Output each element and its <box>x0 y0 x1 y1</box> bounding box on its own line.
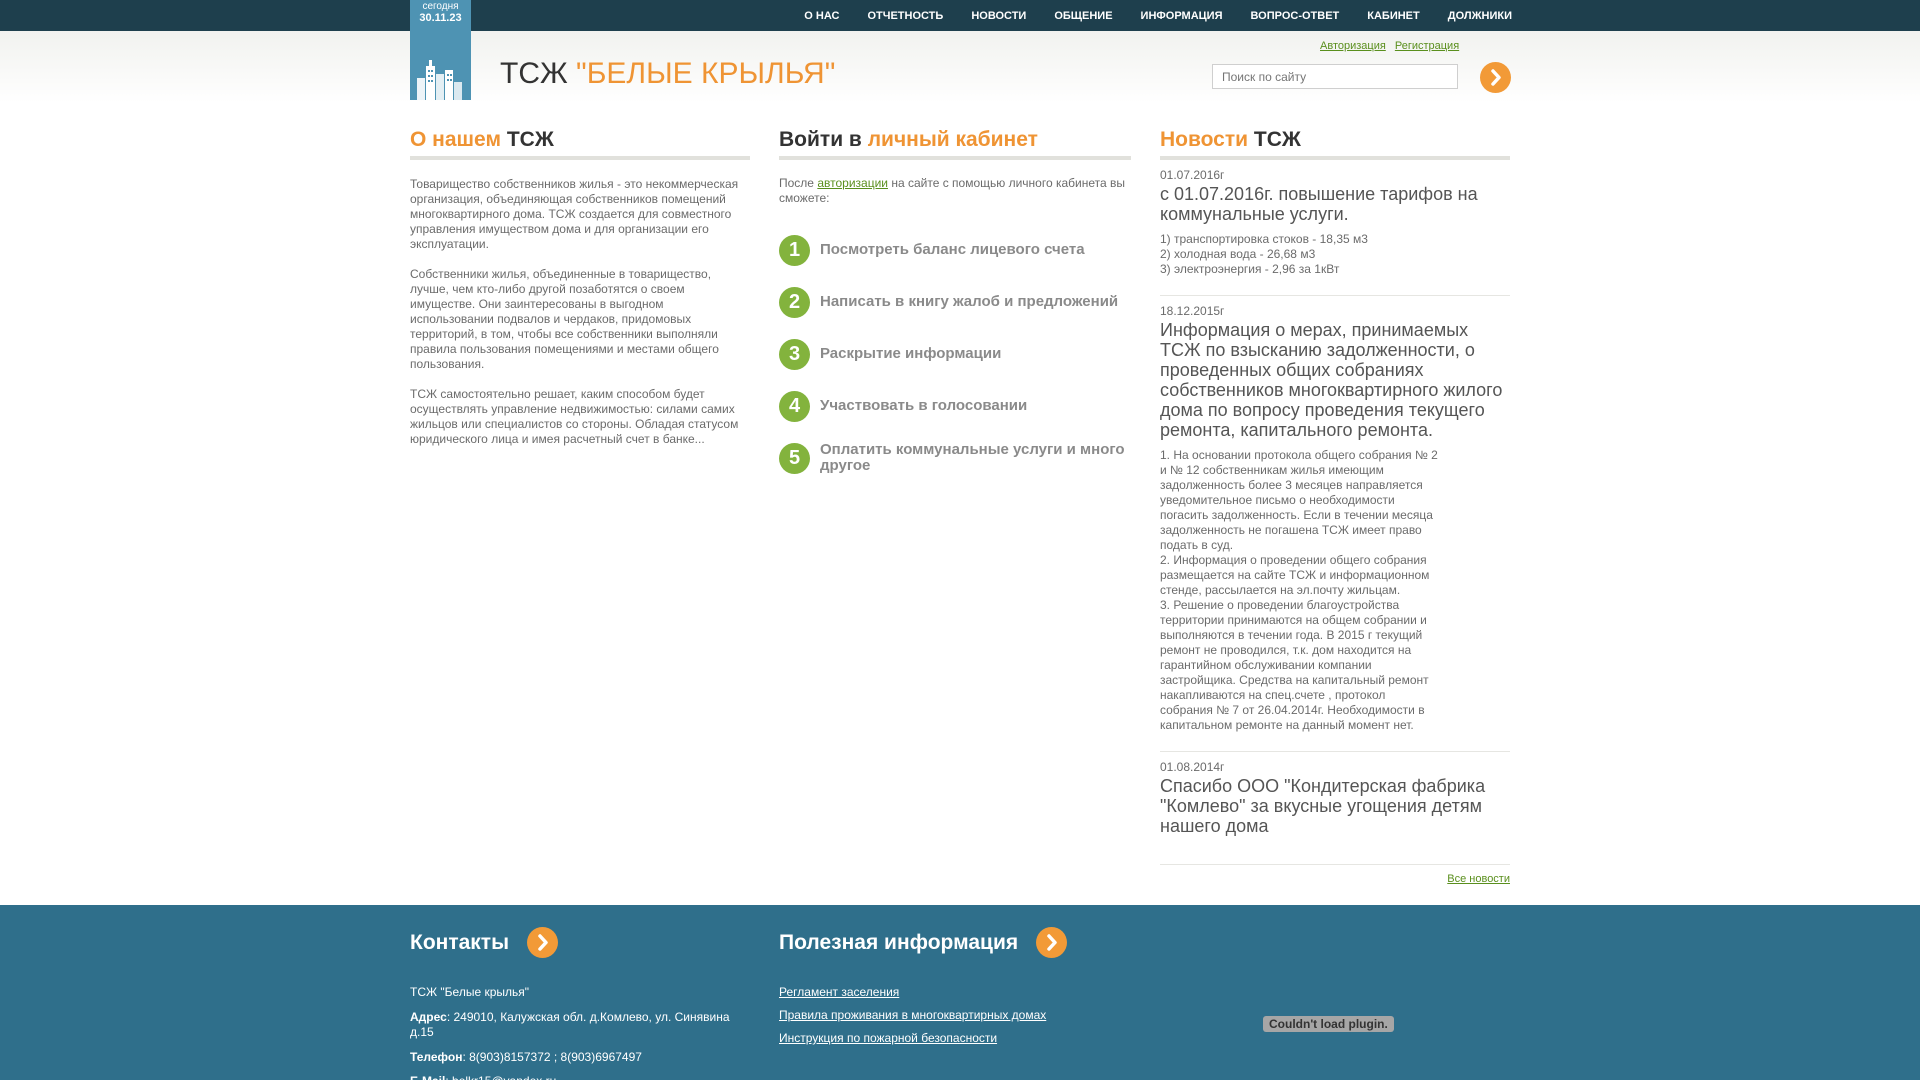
chevron-right-icon <box>527 927 558 958</box>
nav-item-news[interactable]: НОВОСТИ <box>971 9 1027 22</box>
nav-item-communication[interactable]: ОБЩЕНИЕ <box>1054 9 1113 22</box>
nav-item-cabinet[interactable]: КАБИНЕТ <box>1367 9 1420 22</box>
news-title-accent: Новости <box>1160 128 1249 151</box>
contacts-email: E-Mail: belkr15@yandex.ru <box>410 1074 557 1088</box>
buildings-icon <box>415 56 467 100</box>
main-menu <box>804 0 1512 31</box>
nav-item-reports[interactable]: ОТЧЕТНОСТЬ <box>867 9 944 22</box>
useful-link[interactable]: Правила проживания в многоквартирных домах <box>779 1008 1047 1022</box>
useful-link[interactable]: Регламент заселения <box>779 985 900 999</box>
news-headline[interactable]: Информация о мерах, принимаемых ТСЖ по взысканию задолженности, о проведенных общих собраниях собственников многоквартирного жилого дома по вопросу проведения текущего ремонта, капитального ремонта. <box>1160 320 1503 440</box>
about-title-rest: ТСЖ <box>506 128 554 151</box>
step-label: Участвовать в голосовании <box>820 397 1028 414</box>
about-text <box>410 177 750 447</box>
news-headline[interactable]: с 01.07.2016г. повышение тарифов на коммунальные услуги. <box>1160 184 1478 224</box>
contacts-org: ТСЖ "Белые крылья" <box>410 985 530 999</box>
all-news-link[interactable]: Все новости <box>1447 873 1510 885</box>
nav-item-faq[interactable]: ВОПРОС-ОТВЕТ <box>1250 9 1340 22</box>
useful-info-block <box>779 927 1139 1054</box>
news-item <box>1160 760 1510 865</box>
news-section <box>1160 128 1510 885</box>
chevron-right-icon <box>1480 62 1511 93</box>
news-date: 18.12.2015г <box>1160 304 1225 318</box>
news-title-rest: ТСЖ <box>1253 128 1301 151</box>
nav-item-debtors[interactable]: ДОЛЖНИКИ <box>1447 9 1512 22</box>
cabinet-steps <box>779 224 1131 484</box>
useful-link[interactable]: Инструкция по пожарной безопасности <box>779 1031 998 1045</box>
login-title <box>779 128 1131 160</box>
useful-info-title-text: Полезная информация <box>779 930 1019 954</box>
top-navigation-bar <box>0 0 1920 31</box>
contacts-block <box>410 927 740 1089</box>
phone-label: Телефон <box>410 1050 463 1064</box>
date-label: сегодня <box>422 1 459 12</box>
chevron-right-icon <box>1036 927 1067 958</box>
step-number: 5 <box>779 443 810 474</box>
useful-info-title <box>779 927 1139 958</box>
authorization-link[interactable]: авторизации <box>817 176 888 190</box>
address-label: Адрес <box>410 1010 447 1024</box>
register-link[interactable]: Регистрация <box>1394 40 1460 52</box>
useful-info-arrow-button[interactable] <box>1036 927 1067 958</box>
step-number: 1 <box>779 235 810 266</box>
auth-links <box>1320 40 1465 52</box>
step-disclosure[interactable] <box>779 328 1131 380</box>
step-voting[interactable] <box>779 380 1131 432</box>
step-label: Посмотреть баланс лицевого счета <box>820 241 1085 258</box>
plugin-error-message: Couldn't load plugin. <box>1263 1016 1394 1032</box>
contacts-address <box>410 1010 740 1040</box>
contacts-phone <box>410 1050 740 1065</box>
about-paragraph: Собственники жилья, объединенные в товарищество, лучше, чем кто-либо другой позаботятся о своем имуществе. Они заинтересованы в выгодном использовании подвалов и чердаков, придомовых территорий, в том, чтобы все собственники выполняли правила пользования помещениями и местами общего пользования. <box>410 267 719 371</box>
email-label: E-Mail <box>410 1074 446 1088</box>
step-payment[interactable] <box>779 432 1131 484</box>
news-date: 01.08.2014г <box>1160 760 1225 774</box>
address-value: : 249010, Калужская обл. д.Комлево, ул. Синявина д.15 <box>410 1010 730 1039</box>
site-header <box>0 31 1920 103</box>
news-body: 1. На основании протокола общего собрания № 2 и № 12 собственникам жилья имеющим задолженность более 3 месяцев направляется уведомительное письмо о необходимости погасить задолженность. Если в течении месяца задолженность не погашена ТСЖ имеет право подать в суд. 2. Информация о проведении общего собрания размещается на сайте ТСЖ и информационном стенде, рассылается на эл.почту жильцам. 3. Решение о проведении благоустройства территории принимаются на общем собрании и выполняются в течении года. В 2015 г текущий ремонт не проводился, т.к. дом находится на гарантийном обслуживании компании застройщика. Средства на капитальный ремонт накапливаются на спец.счете , протокол собрания № 7 от 26.04.2014г. Необходимости в капитальном ремонте на данный момент нет. <box>1160 448 1438 732</box>
about-section <box>410 128 750 447</box>
site-title-name: "БЕЛЫЕ КРЫЛЬЯ" <box>576 57 836 90</box>
search-button[interactable] <box>1480 62 1511 93</box>
login-section <box>779 128 1131 484</box>
search-input[interactable] <box>1212 64 1458 89</box>
login-intro-before: После <box>779 176 814 190</box>
login-link[interactable]: Авторизация <box>1320 40 1386 52</box>
news-item <box>1160 304 1510 752</box>
step-number: 4 <box>779 391 810 422</box>
news-body: 1) транспортировка стоков - 18,35 м3 2) холодная вода - 26,68 м3 3) электроэнергия - 2,96 за 1кВт <box>1160 232 1368 276</box>
about-paragraph: ТСЖ самостоятельно решает, каким способом будет осуществлять управление недвижимостью: силами самих жильцов или специалистов со стороны. Обладая статусом юридического лица и имея расчетный счет в банке... <box>410 387 739 446</box>
login-title-start: Войти в <box>779 128 862 151</box>
contacts-title-text: Контакты <box>410 930 510 954</box>
date-value: 30.11.23 <box>419 12 462 24</box>
step-label: Написать в книгу жалоб и предложений <box>820 293 1119 310</box>
step-view-balance[interactable] <box>779 224 1131 276</box>
news-item <box>1160 168 1510 296</box>
nav-item-information[interactable]: ИНФОРМАЦИЯ <box>1140 9 1223 22</box>
nav-item-about[interactable]: О НАС <box>804 9 840 22</box>
login-title-accent: личный кабинет <box>867 128 1038 151</box>
step-label: Раскрытие информации <box>820 345 1002 362</box>
news-title <box>1160 128 1510 160</box>
about-title-accent: О нашем <box>410 128 501 151</box>
step-number: 2 <box>779 287 810 318</box>
useful-links <box>779 985 1139 1045</box>
login-intro <box>779 176 1131 206</box>
login-intro-after: на сайте с помощью личного кабинета вы сможете: <box>779 176 1126 205</box>
about-title <box>410 128 750 160</box>
site-title-prefix: ТСЖ <box>500 57 568 90</box>
all-news-container <box>1160 873 1510 885</box>
news-headline[interactable]: Спасибо ООО "Кондитерская фабрика "Комлево" за вкусные угощения детям нашего дома <box>1160 776 1486 836</box>
about-paragraph: Товарищество собственников жилья - это некоммерческая организация, объединяющая собственников помещений многоквартирного дома. ТСЖ создается для совместного управления имуществом дома и для организации его эксплуатации. <box>410 177 739 251</box>
step-complaints-book[interactable] <box>779 276 1131 328</box>
contacts-arrow-button[interactable] <box>527 927 558 958</box>
step-number: 3 <box>779 339 810 370</box>
contacts-title <box>410 927 740 958</box>
site-title[interactable] <box>500 57 835 91</box>
phone-value: : 8(903)8157372 ; 8(903)6967497 <box>462 1050 642 1064</box>
news-date: 01.07.2016г <box>1160 168 1225 182</box>
step-label: Оплатить коммунальные услуги и много другое <box>820 441 1125 474</box>
date-badge <box>410 0 471 100</box>
email-link[interactable]: belkr15@yandex.ru <box>452 1074 557 1088</box>
